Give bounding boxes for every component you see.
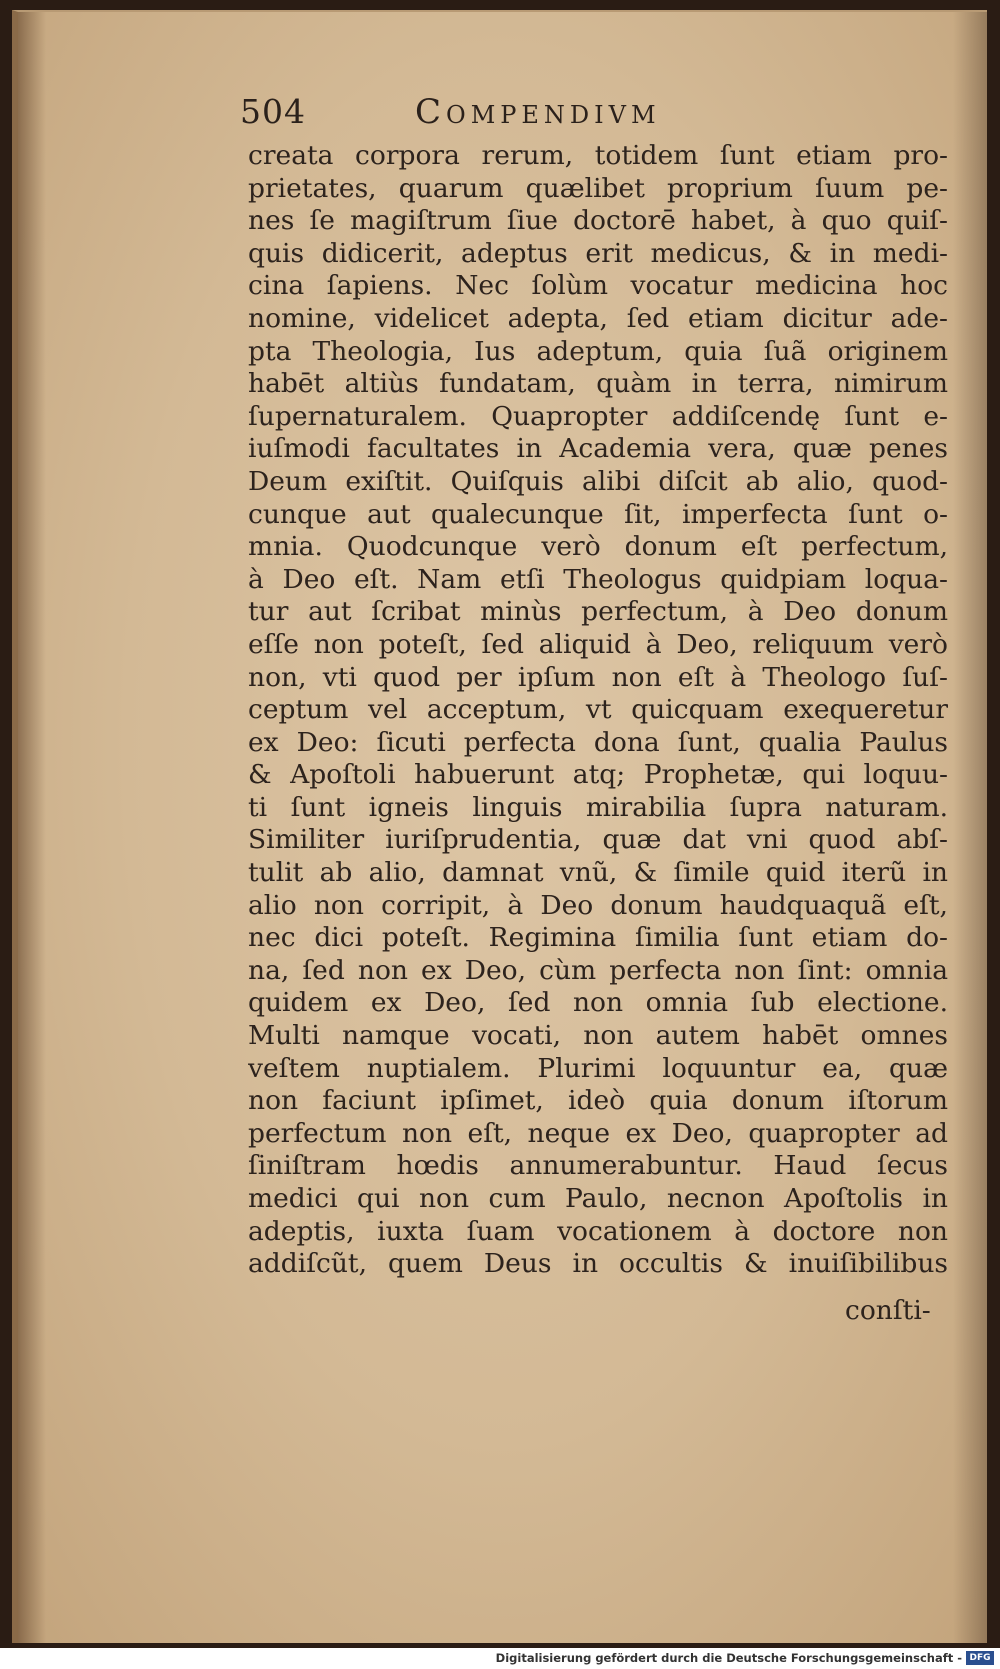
text-line: prietates, quarum quælibet proprium ſuum pe-: [248, 172, 948, 204]
text-line: creata corpora rerum, totidem ſunt etiam pro-: [248, 140, 948, 171]
footer-bar: [0, 1648, 1000, 1669]
text-line: cunque aut qualecunque ſit, imperfecta ſunt o-: [248, 498, 948, 530]
text-line: ſiniſtram hœdis annumerabuntur. Haud ſecus: [248, 1150, 948, 1182]
text-line: habēt altiùs fundatam, quàm in terra, nimirum: [248, 368, 948, 400]
text-line: Similiter iuriſprudentia, quæ dat vni quod abſ-: [248, 824, 948, 856]
text-line: tur aut ſcribat minùs perfectum, à Deo donum: [248, 596, 948, 628]
gutter-shadow: [18, 12, 46, 1643]
text-line: addiſcũt, quem Deus in occultis & inuiſibilibus: [248, 1248, 948, 1280]
text-line: tulit ab alio, damnat vnũ, & ſimile quid iterũ in: [248, 857, 948, 889]
text-line: quidem ex Deo, ſed non omnia ſub electione.: [248, 987, 948, 1019]
text-line: ex Deo: ſicuti perfecta dona ſunt, qualia Paulus: [248, 726, 948, 758]
running-head: [240, 92, 800, 136]
text-line: nomine, videlicet adepta, ſed etiam dicitur ade-: [248, 302, 948, 334]
page-edge-shadow: [953, 12, 987, 1643]
text-line: & Apoſtoli habuerunt atq; Prophetæ, qui loquu-: [248, 759, 948, 791]
text-line: nes ſe magiſtrum ſiue doctorē habet, à quo quiſ-: [248, 205, 948, 237]
body-text: [248, 140, 948, 1281]
text-line: adeptis, iuxta ſuam vocationem à doctore non: [248, 1215, 948, 1247]
text-line: veſtem nuptialem. Plurimi loquuntur ea, quæ: [248, 1052, 948, 1084]
text-line: ti ſunt igneis linguis mirabilia ſupra naturam.: [248, 791, 948, 823]
catchword: conſti-: [845, 1295, 931, 1326]
text-line: eſſe non poteſt, ſed aliquid à Deo, reliquum verò: [248, 628, 948, 660]
text-line: nec dici poteſt. Regimina ſimilia ſunt etiam do-: [248, 922, 948, 954]
text-line: medici qui non cum Paulo, necnon Apoſtolis in: [248, 1183, 948, 1214]
text-line: Multi namque vocati, non autem habēt omnes: [248, 1020, 948, 1052]
text-line: na, ſed non ex Deo, cùm perfecta non ſint: omnia: [248, 954, 948, 986]
text-line: non faciunt ipſimet, ideò quia donum iſtorum: [248, 1085, 948, 1117]
text-line: perfectum non eſt, neque ex Deo, quapropter ad: [248, 1117, 948, 1149]
funding-credit: Digitalisierung gefördert durch die Deutsche Forschungsgemeinschaft -: [495, 1651, 962, 1665]
running-title: Compendivm: [415, 92, 661, 132]
text-line: à Deo eſt. Nam etſi Theologus quidpiam loqua-: [248, 563, 948, 595]
text-line: cina ſapiens. Nec ſolùm vocatur medicina hoc: [248, 270, 948, 302]
text-line: Deum exiſtit. Quiſquis alibi diſcit ab alio, quod-: [248, 465, 948, 497]
text-line: ſupernaturalem. Quapropter addiſcendę ſunt e-: [248, 400, 948, 432]
text-line: quis didicerit, adeptus erit medicus, & in medi-: [248, 237, 948, 269]
text-line: alio non corripit, à Deo donum haudquaquã eſt,: [248, 889, 948, 921]
text-line: pta Theologia, Ius adeptum, quia ſuã originem: [248, 335, 948, 367]
text-line: mnia. Quodcunque verò donum eſt perfectum,: [248, 531, 948, 563]
text-line: non, vti quod per ipſum non eſt à Theologo ſuſ-: [248, 661, 948, 693]
text-line: iuſmodi facultates in Academia vera, quæ penes: [248, 433, 948, 465]
dfg-logo-icon: DFG: [966, 1651, 994, 1665]
text-line: ceptum vel acceptum, vt quicquam exequeretur: [248, 694, 948, 726]
page-number: 504: [240, 92, 306, 131]
